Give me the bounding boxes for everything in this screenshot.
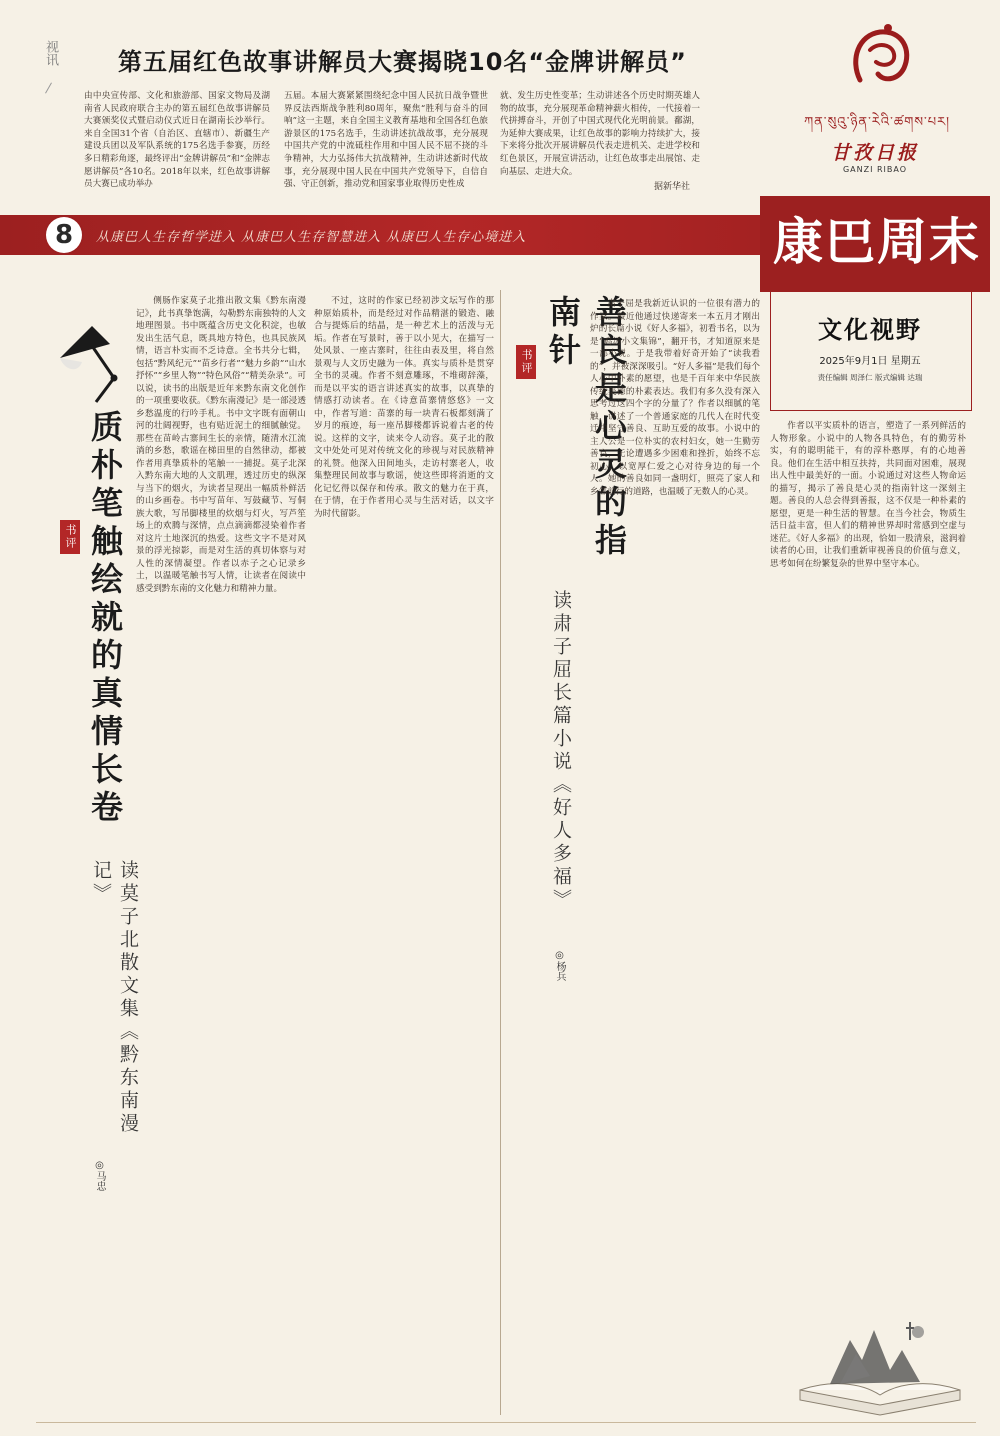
article-right-column-2: 作者以平实质朴的语言，塑造了一系列鲜活的人物形象。小说中的人物各具特色，有的勤劳朴实，有的聪明能干，有的淳朴憨厚，有的心地善良。他们在生活中相互扶持，共同面对困难，展现出人性中最美好的一面。小说通过对这些人物命运的描写，揭示了善良是心灵的指南针这一深刻主题。善良的人总会得到善报，这不仅是一种朴素的愿望，更是一种生活的智慧。在当今社会，物质生活日益丰富，但人们的精神世界却时常感到空虚与迷茫。《好人多福》的出现，恰如一股清泉，滋润着读者的心田，让我们重新审视善良的价值与意义，思考如何在纷繁复杂的世界中坚守本心。 [770,421,966,569]
top-news-column-2: 五届。本届大赛紧紧围绕纪念中国人民抗日战争暨世界反法西斯战争胜利80周年，聚焦“胜利与奋斗的回响”这一主题，来自全国主义教育基地和全国各红色旅游景区的175名选手，生动讲述抗战故事，充分展现中国共产党的中流砥柱作用和中国人民不屈不挠的斗争精神，大力弘扬伟大抗战精神，生动讲述新时代故事，充分展现中国人民在中国共产党领导下，自信自强、守正创新，推动党和国家事业取得历史性成 [284,91,488,190]
column-divider [500,290,501,1415]
tibetan-paper-name: ཀན་སུའུ་ཉིན་རེའི་ཚགས་པར། [803,115,951,130]
article-left-tag: 书评 [60,520,80,554]
article-left-title[interactable]: 质朴笔触绘就的真情长卷 [86,410,124,828]
article-right-tag: 书评 [516,345,536,379]
weekly-title: 康巴周末 [773,212,981,271]
desk-lamp-icon [52,318,132,408]
article-right-title[interactable]: 善良是心灵的指南针 [544,295,628,561]
article-left-column-2: 不过，这时的作家已经初涉文坛写作的那种原始质朴，而是经过对作品精湛的锻造、融合与提炼后的结晶，是一种艺术上的活泼与无垢。作者在写景时，善于以小见大，在描写一处风景、一座古寨时，往往由表及里，将自然景观与人文历史融为一体。真实与质朴是贯穿全书的灵魂。作者不刻意雕琢，不堆砌辞藻，而是以平实的语言讲述真实的故事，以真挚的情感打动读者。在《诗意苗寨情悠悠》一文中，作者写道：苗寨的每一块青石板都刻满了岁月的痕迹，每一座吊脚楼都诉说着古老的传说。这样的文字，读来令人动容。莫子北的散文中处处可见对传统文化的珍视与对民族精神的礼赞。他深入田间地头，走访村寨老人，收集整理民间故事与歌谣，使这些即将消逝的文化记忆得以保存和传承。散文的魅力在于真，在于情，在于作者用心灵与生活对话，以文字为时代留影。 [314,296,494,519]
article-right-byline: ◎杨兵 [554,950,565,981]
section-title: 文化视野 [818,316,922,344]
top-news-headline[interactable]: 第五届红色故事讲解员大赛揭晓10名“金牌讲解员” [118,48,687,76]
paper-name: 甘孜日报 [830,142,919,164]
paper-name-pinyin: GANZI RIBAO [842,165,908,174]
article-left-column-1: 侧肠作家莫子北推出散文集《黔东南漫记》，此书真挚饱满，勾勒黔东南独特的人文地理图景。书中既蕴含历史文化积淀，也敏发出生活气息，既具地方特色，也具民族风情，语言朴实而不乏诗意。全书共分七辑，包括“黔风纪元”“苗乡行者”“魅力乡韵”“山水抒怀”“乡里人物”“特色风俗”“精美杂录”。可以说，读书的出版是近年来黔东南文化创作的一项重要收获。《黔东南漫记》是一部浸透乡愁温度的行吟手札。书中文字既有面朝山河的壮阔视野，也有贴近泥土的细腻触觉。那些在苗岭古寨间生长的亲情，随清水江流淌的乡愁，歌谣在梯田里的自然律动，都被作者用真挚质朴的笔触一一捕捉。莫子北深入黔东南大地的人文肌理，透过历史的纵深与当下的烟火，为读者呈现出一幅质朴鲜活的山乡画卷。书中写苗年、写鼓藏节、写侗族大歌，写吊脚楼里的炊烟与灯火，写芦笙场上的欢腾与深情，点点滴滴都浸染着作者对这片土地深沉的热爱。这些文字不是对风景的浮光掠影，而是对生活的真切体察与对人性的深情凝望。作者以赤子之心记录乡土，以温暖笔触书写人情，让读者在阅读中感受到黔东南的文化魅力和精神力量。 [136,296,306,594]
article-right-column-1: 肃子屈是我新近认识的一位很有潜力的作家。最近他通过快递寄来一本五月才刚出炉的长篇小说《好人多福》，初看书名，以为是“鸡汤小文集锦”，翻开书，才知道原来是一部小说。于是我带着好奇开始了“读我看的”，并被深深吸引。“好人多福”是我们每个人心中朴素的愿望，也是千百年来中华民族传统美德的朴素表达。我们有多久没有深入思考过这四个字的分量了？作者以细腻的笔触，讲述了一个普通家庭的几代人在时代变迁中坚守善良、互助互爱的故事。小说中的主人公是一位朴实的农村妇女，她一生勤劳善良，无论遭遇多少困难和挫折，始终不忘初心，以宽厚仁爱之心对待身边的每一个人。她的善良如同一盏明灯，照亮了家人和乡邻前行的道路，也温暖了无数人的心灵。 [590,299,760,497]
section-label-slash [45,83,52,94]
book-landscape-illustration [790,1310,970,1420]
newspaper-crest-icon [840,20,920,90]
article-right-subtitle: 读肃子屈长篇小说《好人多福》 [550,590,572,912]
top-news-source: 据新华社 [654,182,691,192]
section-label: 视讯 [43,40,58,66]
page-number: 8 [46,217,82,253]
issue-date: 2025年9月1日 星期五 [819,356,921,367]
banner-slogan: 从康巴人生存哲学进入 从康巴人生存智慧进入 从康巴人生存心境进入 [96,230,527,245]
page-bottom-rule [36,1422,976,1423]
article-left-byline: ◎马忠 [94,1160,105,1191]
top-news-column-1: 由中央宣传部、文化和旅游部、国家文物局及湖南省人民政府联合主办的第五届红色故事讲解员大赛颁奖仪式暨启动仪式近日在湖南长沙举行。来自全国31个省（自治区、直辖市）、新疆生产建设兵团以及军队系统的175名选手参赛，历经多日精彩角逐，最终评出“金牌讲解员”和“金牌志愿讲解员”各10名。2018年以来，红色故事讲解员大赛已成功举办 [84,91,270,190]
top-news-column-3: 就、发生历史性变革；生动讲述各个历史时期英雄人物的故事，充分展现革命精神薪火相传，一代接着一代拼搏奋斗，开创了中国式现代化光明前景。鄱湖，为延伸大赛成果，让红色故事的影响力持续扩大，接下来将分批次开展讲解员代表走进机关、走进学校和红色景区，开展宣讲活动，让红色故事走出展馆、走向基层、走进大众。 [500,91,700,177]
article-left-subtitle: 读莫子北散文集《黔东南漫记》 [90,860,139,1136]
editor-credits: 责任编辑 周泽仁 版式编辑 达瑞 [817,373,923,382]
